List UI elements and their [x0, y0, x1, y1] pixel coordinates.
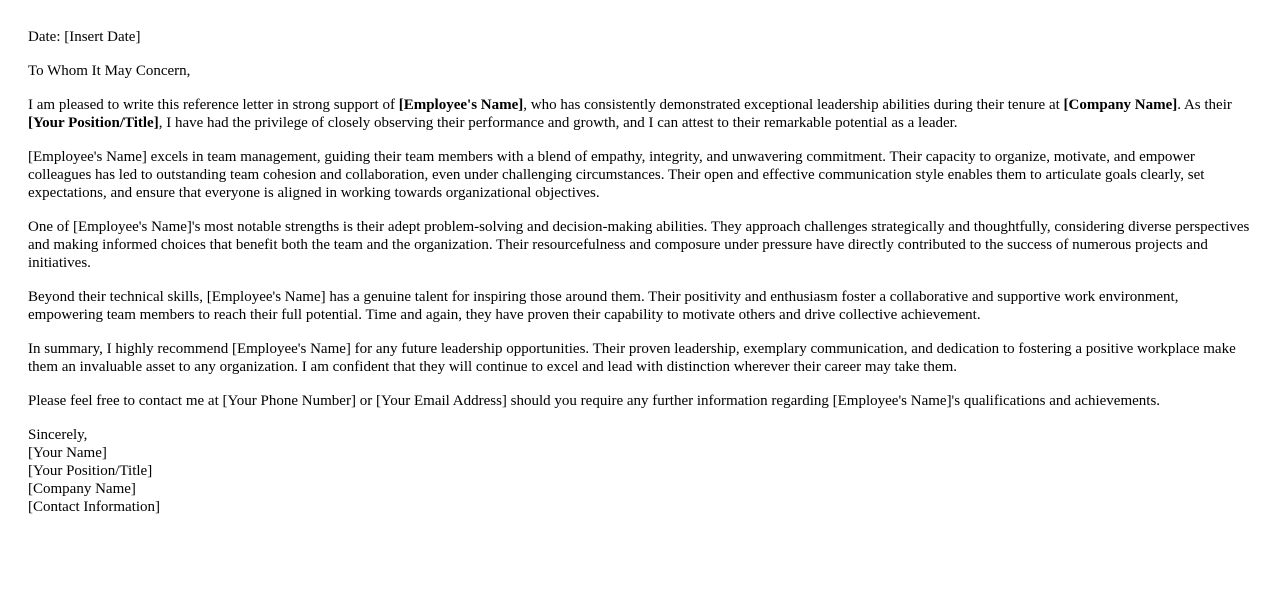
paragraph-contact: Please feel free to contact me at [Your Phone Number] or [Your Email Address] should you require any further information regarding [Employee's Name]'s qualifications and achievements.: [28, 393, 1161, 409]
employee-name-bold: [Employee's Name]: [398, 97, 524, 113]
paragraph-team-management: [Employee's Name] excels in team management, guiding their team members with a blend of empathy, integrity, and unwavering commitment. Their capacity to organize, motivate, and empower colleagues has led to outstanding team cohesion and collaboration, even under challenging circumstances. Their open and effective communication style enables them to articulate goals clearly, set expectations, and ensure that everyone is aligned in working towards organizational objectives.: [28, 149, 1205, 201]
intro-text-1: I am pleased to write this reference letter in strong support of: [28, 97, 399, 113]
signature-contact: [Contact Information]: [28, 499, 161, 515]
signature-block: [28, 426, 1250, 516]
intro-text-3: . As their: [1177, 97, 1232, 113]
reference-letter: [28, 28, 1250, 516]
signature-closing: Sincerely,: [28, 427, 88, 443]
paragraph-introduction: [28, 96, 1250, 132]
paragraph-inspiring-others: Beyond their technical skills, [Employee's Name] has a genuine talent for inspiring those around them. Their positivity and enthusiasm foster a collaborative and supportive work environment, empowering team members to reach their full potential. Time and again, they have proven their capability to motivate others and drive collective achievement.: [28, 289, 1179, 323]
paragraph-problem-solving: One of [Employee's Name]'s most notable strengths is their adept problem-solving and decision-making abilities. They approach challenges strategically and thoughtfully, considering diverse perspectives and making informed choices that benefit both the team and the organization. Their resourcefulness and composure under pressure have directly contributed to the success of numerous projects and initiatives.: [28, 219, 1250, 271]
signature-company: [Company Name]: [28, 481, 136, 497]
paragraph-summary: In summary, I highly recommend [Employee's Name] for any future leadership opportunities. Their proven leadership, exemplary communication, and dedication to fostering a positive workplace make them an invaluable asset to any organization. I am confident that they will continue to excel and lead with distinction wherever their career may take them.: [28, 341, 1236, 375]
intro-text-4: , I have had the privilege of closely observing their performance and growth, and I can attest to their remarkable potential as a leader.: [158, 115, 958, 131]
position-title-bold: [Your Position/Title]: [28, 115, 159, 131]
intro-text-2: , who has consistently demonstrated exceptional leadership abilities during their tenure at: [523, 97, 1064, 113]
signature-position: [Your Position/Title]: [28, 463, 153, 479]
salutation: To Whom It May Concern,: [28, 63, 191, 79]
company-name-bold: [Company Name]: [1063, 97, 1178, 113]
date-line: Date: [Insert Date]: [28, 29, 141, 45]
signature-name: [Your Name]: [28, 445, 107, 461]
